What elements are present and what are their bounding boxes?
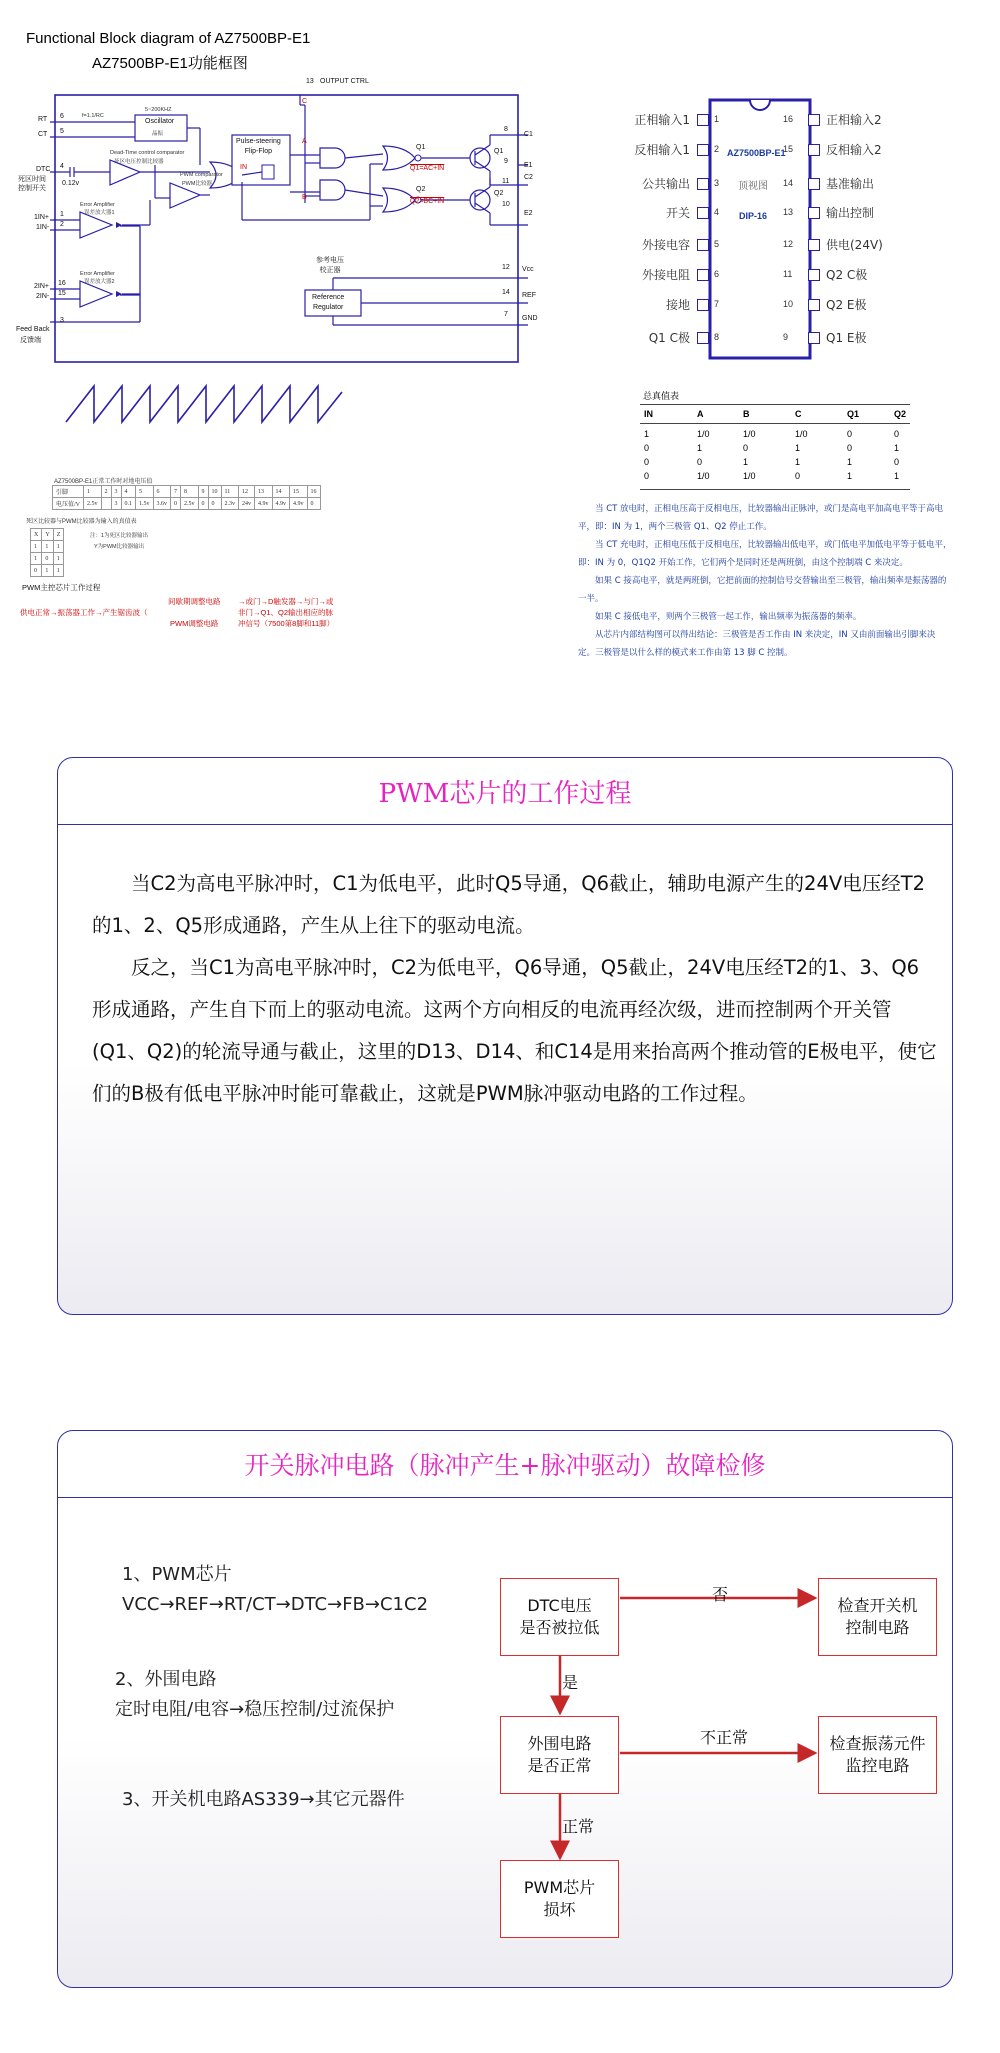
dead-time-cn: 死区电压控制比较器 — [114, 159, 164, 165]
chip-pin-left — [697, 299, 709, 311]
pin-label-c1: C1 — [524, 131, 533, 138]
voltage-table-cell: 3 — [111, 498, 121, 510]
voltage-table-cell: 24v — [239, 498, 255, 510]
truth-table-title: 总真值表 — [643, 391, 680, 401]
b-label: B — [302, 194, 307, 201]
voltage-table-cell: 2.3v — [221, 498, 239, 510]
truth-table-header: A — [697, 409, 704, 419]
chip-pin-num-left: 5 — [714, 239, 720, 249]
dead-zone-cell: 0 — [42, 553, 53, 565]
flow-box-switch-circuit: 检查开关机 控制电路 — [818, 1578, 937, 1656]
pwm-process-right2: 非门→Q1、Q2输出相应的脉 — [238, 608, 334, 617]
chip-pin-right — [808, 207, 820, 219]
truth-table-header: Q1 — [847, 409, 860, 419]
chip-pin-left — [697, 332, 709, 344]
chip-pin-right — [808, 332, 820, 344]
voltage-table-cell: 4.9v — [272, 498, 290, 510]
freq-range: 5~200KHZ — [145, 107, 172, 113]
flow-label-abnormal: 不正常 — [700, 1728, 749, 1747]
voltage-table-cell: 3.6v — [153, 498, 171, 510]
pwm-process-right1: →或门→D触发器→与门→或 — [238, 597, 334, 606]
list-item-peripheral: 2、外围电路 — [115, 1669, 217, 1690]
chip-pin-num-right: 15 — [783, 144, 794, 154]
truth-table-cell: 1 — [795, 457, 801, 467]
voltage-table-title: AZ7500BP-E1正常工作时对地电压值 — [54, 479, 153, 485]
explanation-p5: 从芯片内部结构图可以得出结论：三极管是否工作由 IN 来决定，IN 又由前面输出引脚来决定。三极管是以什么样的模式来工作由第 13 脚 C 控制。 — [578, 630, 936, 658]
voltage-table-header: 电压值/V — [53, 498, 84, 510]
chip-pin-num-right: 10 — [783, 299, 794, 309]
voltage-table — [52, 485, 321, 510]
chip-pin-num-left: 7 — [714, 299, 720, 309]
chip-top-view: 顶视图 — [738, 181, 768, 192]
voltage-table-cell: 0 — [171, 498, 181, 510]
truth-table-cell: 1 — [697, 443, 703, 453]
card-pwm-paragraph-2: 反之，当C1为高电平脉冲时，C2为低电平，Q6导通，Q5截止，24V电压经T2的1、3、Q6形成通路，产生自下而上的驱动电流。这两个方向相反的电流再经次级，进而控制两个开关管(Q1、Q2)的轮流导通与截止，这里的D13、D14、和C14是用来抬高两个推动管的E极电平，使它们的B极有低电平脉冲时能可靠截止，这就是PWM脉冲驱动电路的工作过程。 — [92, 956, 937, 1105]
truth-table-header: C — [795, 409, 802, 419]
chip-pin-left — [697, 144, 709, 156]
chip-pin-num-left: 1 — [714, 114, 720, 124]
chip-pin-label-right: 输出控制 — [826, 206, 875, 220]
truth-table-cell: 1 — [743, 457, 749, 467]
chip-package: DIP-16 — [739, 211, 768, 221]
dead-time-label: Dead-Time control comparator — [110, 150, 185, 156]
chip-pin-left — [697, 114, 709, 126]
chip-pin-left — [697, 239, 709, 251]
block-diagram — [0, 70, 540, 370]
chip-name: AZ7500BP-E1 — [727, 148, 786, 158]
error-amp-1-label: Error Amplifier — [80, 202, 115, 208]
voltage-table-cell: 2.5v — [181, 498, 199, 510]
c-label: C — [302, 98, 308, 105]
dead-zone-cell: 1 — [42, 541, 53, 553]
voltage-table-cell: 1 — [84, 486, 102, 498]
diagram-title-cn: AZ7500BP-E1功能框图 — [92, 55, 248, 72]
voltage-table-cell: 1.5v — [136, 498, 154, 510]
truth-table-cell: 1/0 — [697, 471, 710, 481]
card-pwm-process — [57, 757, 953, 1315]
voltage-table-cell: 0.1 — [121, 498, 136, 510]
truth-table-cell: 1 — [795, 443, 801, 453]
voltage-table-cell: 9 — [198, 486, 208, 498]
voltage-table-cell: 2.5v — [84, 498, 102, 510]
pwm-process-step1: 供电正常→振荡器工作→产生锯齿波（ — [20, 608, 148, 617]
chip-pin-left — [697, 178, 709, 190]
dtc-voltage: 0.12v — [62, 180, 80, 187]
chip-pin-left — [697, 269, 709, 281]
flow-box-oscillator: 检查振荡元件 监控电路 — [818, 1716, 937, 1794]
dead-zone-header: Y — [42, 529, 53, 541]
voltage-table-cell: 0 — [198, 498, 208, 510]
chip-pin-label-right: 供电(24V) — [826, 238, 883, 252]
card-troubleshoot-title: 开关脉冲电路（脉冲产生+脉冲驱动）故障检修 — [58, 1431, 952, 1498]
diagram-title-en: Functional Block diagram of AZ7500BP-E1 — [26, 30, 311, 47]
chip-pin-label-left: 外接电阻 — [641, 268, 690, 282]
explanation-p4: 如果 C 接低电平，则两个三极管一起工作，输出频率为振荡器的频率。 — [595, 612, 862, 622]
pin-num-15: 15 — [58, 290, 66, 297]
chip-pin-num-right: 13 — [783, 207, 794, 217]
chip-pin-right — [808, 144, 820, 156]
chip-pin-num-right: 9 — [783, 332, 789, 342]
pin-label-gnd: GND — [522, 315, 538, 322]
dead-zone-cell: 1 — [42, 565, 53, 577]
pwm-comparator-cn: PWM比较器 — [182, 181, 212, 187]
truth-table-cell: 0 — [894, 429, 900, 439]
pin-label-1in-plus: 1IN+ — [34, 214, 49, 221]
pin-label-2in-minus: 2IN- — [36, 293, 50, 300]
chip-pin-right — [808, 178, 820, 190]
pin-num-9: 9 — [504, 158, 508, 165]
dead-zone-cell: 0 — [31, 565, 42, 577]
feedback-note: 反馈端 — [20, 337, 41, 344]
truth-table-header: Q2 — [894, 409, 907, 419]
chip-pin-label-right: 基准输出 — [826, 177, 875, 191]
pin-num-8: 8 — [504, 126, 508, 133]
pin-label-ref: REF — [522, 292, 536, 299]
dead-zone-header: X — [31, 529, 42, 541]
pin-label-ct: CT — [38, 131, 48, 138]
truth-table-cell: 0 — [894, 457, 900, 467]
truth-table-header: IN — [644, 409, 653, 419]
pin-label-vcc: Vcc — [522, 266, 534, 273]
truth-table-cell: 0 — [847, 443, 853, 453]
voltage-table-cell: 3 — [111, 486, 121, 498]
chip-pin-right — [808, 239, 820, 251]
oscillator-cn: 晶振 — [152, 131, 164, 137]
pin-label-e2: E2 — [524, 210, 533, 217]
list-item-switch: 3、开关机电路AS339→其它元器件 — [122, 1789, 405, 1810]
voltage-table-cell: 7 — [171, 486, 181, 498]
voltage-table-cell: 4.9v — [290, 498, 308, 510]
q2-gate-label: Q2 — [416, 186, 426, 193]
truth-table-cell: 1 — [894, 471, 900, 481]
dead-zone-cell: 1 — [53, 565, 64, 577]
error-amp-2-cn: 误差放大器2 — [84, 279, 115, 285]
chip-pin-label-left: 正相输入1 — [634, 113, 690, 127]
pin-num-2: 2 — [60, 221, 64, 228]
pin-num-4: 4 — [60, 163, 64, 170]
voltage-table-cell — [101, 498, 111, 510]
truth-table-cell: 1 — [847, 471, 853, 481]
voltage-table-cell: 6 — [153, 486, 171, 498]
dead-zone-cell: 1 — [53, 553, 64, 565]
chip-pin-right — [808, 299, 820, 311]
flow-box-peripheral: 外围电路 是否正常 — [500, 1716, 619, 1794]
voltage-table-cell: 11 — [221, 486, 239, 498]
dead-zone-cell: 1 — [31, 541, 42, 553]
pin-num-7: 7 — [504, 311, 508, 318]
dead-zone-note2: Y为PWM比较器输出 — [94, 544, 145, 550]
truth-table-rule — [640, 423, 910, 424]
truth-table-cell: 0 — [644, 471, 650, 481]
voltage-table-cell: 8 — [181, 486, 199, 498]
pwm-process-mid2: PWM调整电路 — [170, 619, 219, 628]
pwm-process-right3: 冲信号（7500第8脚和11脚） — [238, 619, 335, 628]
pin-label-e1: E1 — [524, 162, 533, 169]
chip-pin-label-left: 接地 — [665, 298, 690, 312]
pin-num-14: 14 — [502, 289, 510, 296]
explanation-p1: 当 CT 放电时，正相电压高于反相电压，比较器输出正脉冲，或门是高电平加高电平等于高电平，即：IN 为 1，两个三极管 Q1、Q2 停止工作。 — [578, 504, 944, 532]
sawtooth-waveform — [60, 380, 350, 430]
pwm-comparator-label: PWM comparator — [180, 172, 223, 178]
chip-pin-label-right: Q2 E极 — [826, 298, 867, 312]
chip-pin-num-right: 14 — [783, 178, 794, 188]
pin-num-16: 16 — [58, 280, 66, 287]
flip-flop-label: Pulse-steering Flip-Flop — [236, 138, 281, 155]
voltage-table-cell: 16 — [307, 486, 320, 498]
chip-pin-num-left: 2 — [714, 144, 720, 154]
chip-pin-num-left: 8 — [714, 332, 720, 342]
card-pwm-process-title: PWM芯片的工作过程 — [58, 758, 952, 825]
pwm-process-mid1: 间歇期调整电路 — [168, 597, 221, 606]
truth-table-cell: 1 — [894, 443, 900, 453]
chip-pin-num-right: 11 — [783, 269, 793, 279]
truth-table-cell: 1 — [644, 429, 650, 439]
pin-num-12: 12 — [502, 264, 510, 271]
truth-table-cell: 1 — [847, 457, 853, 467]
reference-cn: 参考电压 校正器 — [316, 257, 344, 274]
truth-table-cell: 1/0 — [697, 429, 710, 439]
chip-pin-label-left: 开关 — [665, 206, 690, 220]
dtc-note: 死区时间 控制开关 — [18, 176, 46, 192]
pin-num-5: 5 — [60, 128, 64, 135]
explanation-p2: 当 CT 充电时，正相电压低于反相电压，比较器输出低电平，或门低电平加低电平等于低电平，即：IN 为 0，Q1Q2 开始工作，它们两个是同时还是两班倒，由这个控制端 C 来决定。 — [578, 540, 952, 568]
voltage-table-cell: 15 — [290, 486, 308, 498]
dead-zone-header: Z — [53, 529, 64, 541]
output-ctrl-label: OUTPUT CTRL — [320, 78, 369, 85]
reference-label: Reference Regulator — [312, 294, 345, 311]
freq-formula: f=1.1/RC — [82, 113, 104, 119]
dead-zone-cell: 1 — [31, 553, 42, 565]
in-label: IN — [240, 164, 247, 171]
chip-pin-label-left: 公共输出 — [641, 177, 690, 191]
truth-table-cell: 0 — [644, 457, 650, 467]
voltage-table-cell: 14 — [272, 486, 290, 498]
truth-table-header: B — [743, 409, 750, 419]
chip-pin-num-right: 12 — [783, 239, 794, 249]
voltage-table-cell: 0 — [208, 498, 221, 510]
voltage-table-cell: 5 — [136, 486, 154, 498]
chip-pin-num-left: 3 — [714, 178, 720, 188]
q1-expression: Q1=AC+IN — [410, 165, 445, 172]
flow-box-dtc: DTC电压 是否被拉低 — [500, 1578, 619, 1656]
voltage-table-cell: 12 — [239, 486, 255, 498]
flow-label-no: 否 — [712, 1585, 729, 1604]
truth-table-cell: 0 — [847, 429, 853, 439]
truth-table-cell: 1/0 — [795, 429, 808, 439]
dead-zone-cell: 1 — [53, 541, 64, 553]
flow-box-pwm-damaged: PWM芯片 损坏 — [500, 1860, 619, 1938]
chip-pin-left — [697, 207, 709, 219]
q2-expression: Q2=BC+IN — [410, 198, 445, 205]
explanation-p3: 如果 C 接高电平，就是两班倒，它把前面的控制信号交替输出至三极管，输出频率是振荡器的一半。 — [578, 576, 947, 604]
error-amp-1-cn: 误差放大器1 — [84, 210, 115, 216]
list-item-peripheral-body: 定时电阻/电容→稳压控制/过流保护 — [115, 1699, 395, 1720]
a-label: A — [302, 138, 307, 145]
truth-table-cell: 1/0 — [743, 471, 756, 481]
pin-label-1in-minus: 1IN- — [36, 224, 50, 231]
card-pwm-paragraph-1: 当C2为高电平脉冲时，C1为低电平，此时Q5导通，Q6截止，辅助电源产生的24V电压经T2的1、2、Q5形成通路，产生从上往下的驱动电流。 — [92, 872, 926, 937]
truth-table-rule — [640, 489, 910, 490]
chip-pin-label-right: Q2 C极 — [826, 268, 868, 282]
truth-table-cell: 0 — [795, 471, 801, 481]
dead-zone-table-title: 死区比较器与PWM比较器为输入的真值表 — [26, 519, 137, 525]
q1-gate-label: Q1 — [416, 144, 426, 151]
chip-pin-label-right: 反相输入2 — [826, 143, 882, 157]
voltage-table-cell: 0 — [307, 498, 320, 510]
chip-pin-label-right: Q1 E极 — [826, 331, 867, 345]
truth-table-cell: 0 — [697, 457, 703, 467]
flow-label-yes: 是 — [562, 1673, 579, 1692]
error-amp-2-label: Error Amplifier — [80, 271, 115, 277]
pin-num-1: 1 — [60, 211, 64, 218]
pin-label-rt: RT — [38, 116, 48, 123]
voltage-table-cell: 2 — [101, 486, 111, 498]
voltage-table-cell: 10 — [208, 486, 221, 498]
pin-label-c2: C2 — [524, 174, 533, 181]
q1-transistor-label: Q1 — [494, 148, 504, 155]
truth-table-rule — [640, 404, 910, 405]
dead-zone-note: 注：1为死区比较器输出 — [90, 533, 149, 539]
pin-num-3: 3 — [60, 317, 64, 324]
chip-pin-num-right: 16 — [783, 114, 794, 124]
dead-zone-table — [30, 528, 64, 577]
oscillator-label: Oscillator — [145, 118, 175, 125]
voltage-table-header: 引脚 — [53, 486, 84, 498]
chip-pin-label-left: 外接电容 — [641, 238, 690, 252]
truth-table-cell: 0 — [743, 443, 749, 453]
pin-num-10: 10 — [502, 201, 510, 208]
truth-table-cell: 0 — [644, 443, 650, 453]
list-item-pwm-chip-body: VCC→REF→RT/CT→DTC→FB→C1C2 — [122, 1594, 429, 1615]
pin-label-dtc: DTC — [36, 166, 51, 173]
chip-pin-num-left: 6 — [714, 269, 720, 279]
chip-pin-num-left: 4 — [714, 207, 720, 217]
list-item-pwm-chip: 1、PWM芯片 — [122, 1564, 232, 1585]
q2-transistor-label: Q2 — [494, 190, 504, 197]
chip-pin-label-left: 反相输入1 — [634, 143, 690, 157]
pin-num-11: 11 — [502, 178, 510, 185]
chip-pin-label-right: 正相输入2 — [826, 113, 882, 127]
pwm-process-title: PWM主控芯片工作过程 — [22, 583, 101, 592]
voltage-table-cell: 4 — [121, 486, 136, 498]
output-ctrl-pin: 13 — [306, 78, 314, 85]
explanation-text — [578, 500, 952, 662]
pin-label-feedback: Feed Back — [16, 326, 50, 333]
chip-pin-right — [808, 269, 820, 281]
voltage-table-cell: 13 — [255, 486, 273, 498]
chip-pin-label-left: Q1 C极 — [648, 331, 690, 345]
flow-label-normal: 正常 — [562, 1817, 595, 1836]
pin-num-6: 6 — [60, 113, 64, 120]
chip-pin-right — [808, 114, 820, 126]
pin-label-2in-plus: 2IN+ — [34, 283, 49, 290]
card-pwm-process-body — [58, 825, 952, 1115]
chip-body — [700, 96, 820, 366]
voltage-table-cell: 4.9v — [255, 498, 273, 510]
truth-table-cell: 1/0 — [743, 429, 756, 439]
